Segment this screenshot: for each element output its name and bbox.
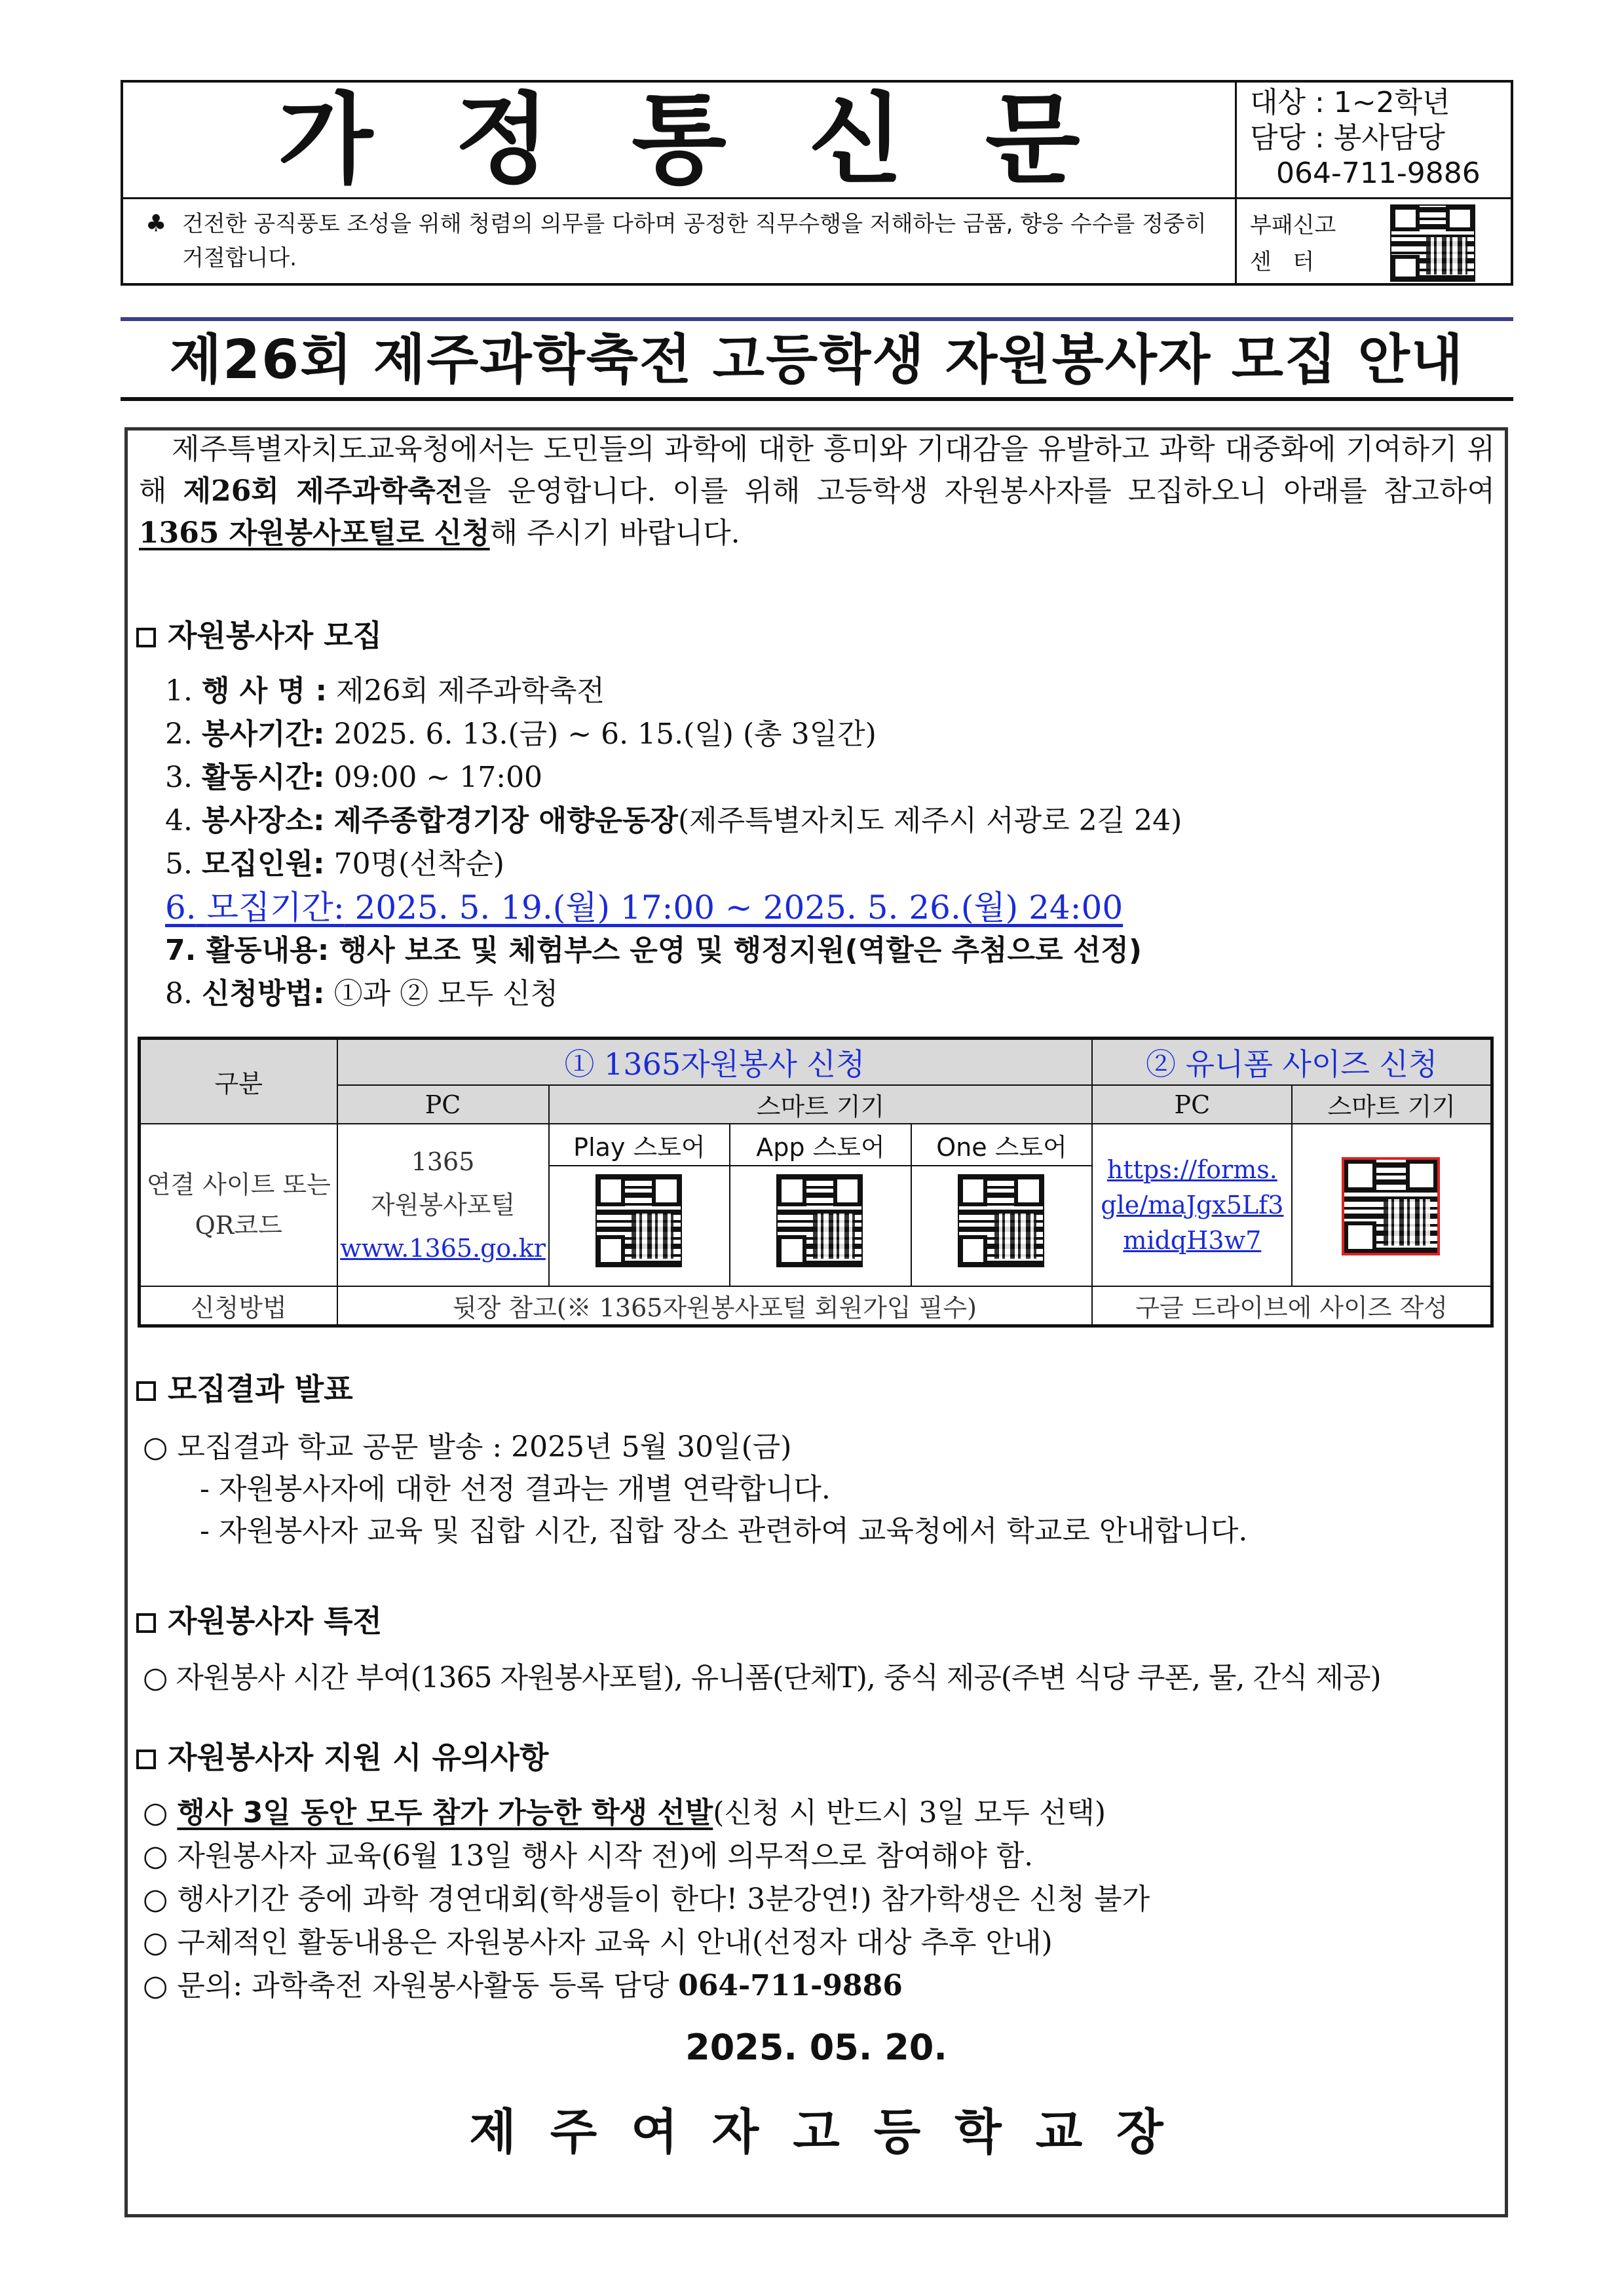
table-header-uniform: ② 유니폼 사이즈 신청 (1092, 1039, 1492, 1086)
item-activity-hours: 3. 활동시간: 09:00 ~ 17:00 (165, 761, 543, 794)
main-title: 제26회 제주과학축전 고등학생 자원봉사자 모집 안내 (169, 329, 1465, 391)
section-recruitment-title: 자원봉사자 모집 (168, 618, 383, 653)
section-recruitment-heading (136, 616, 382, 655)
item-service-period: 2. 봉사기간: 2025. 6. 13.(금) ~ 6. 15.(일) (총 3일간) (165, 718, 877, 751)
table-row-method-label: 신청방법 (140, 1286, 337, 1326)
note-5: ○ 문의: 과학축전 자원봉사활동 등록 담당 064-711-9886 (143, 1969, 903, 2002)
section-notes-heading (136, 1738, 548, 1777)
integrity-notice (123, 199, 1237, 283)
recruitment-items (165, 670, 1182, 1016)
section-results-title: 모집결과 발표 (168, 1371, 353, 1407)
phone-number: 064-711-9886 (1276, 157, 1481, 190)
report-center-label (1250, 207, 1336, 280)
integrity-notice-text: 건전한 공직풍토 조성을 위해 청렴의 의무를 다하며 공정한 직무수행을 저해하는 금품, 향응 수수를 정중히 거절합니다. (182, 211, 1207, 271)
table-subheader-smart-2: 스마트 기기 (1292, 1085, 1492, 1124)
application-table (138, 1037, 1494, 1328)
table-subheader-pc-2: PC (1092, 1085, 1292, 1124)
table-subheader-pc: PC (337, 1085, 549, 1124)
table-header-1365: ① 1365자원봉사 신청 (337, 1039, 1093, 1086)
table-cell-form-qr (1292, 1124, 1492, 1286)
notes-list (143, 1791, 1150, 2008)
item-recruit-count: 5. 모집인원: 70명(선착순) (165, 847, 504, 881)
item-event-name: 1. 행 사 명 : 제26회 제주과학축전 (165, 674, 605, 708)
form-link[interactable]: https://forms.gle/maJgx5Lf3midqH3w7 (1101, 1155, 1284, 1255)
item-service-location: 4. 봉사장소: 제주종합경기장 애향운동장(제주특별자치도 제주시 서광로 2길 24) (165, 804, 1182, 837)
play-store-qr-code[interactable] (595, 1174, 682, 1267)
table-row-link-label: 연결 사이트 또는 QR코드 (140, 1124, 337, 1286)
report-center-line1: 부패신고 (1250, 212, 1336, 239)
portal-number: 1365 (411, 1147, 475, 1176)
results-line-1: ○ 모집결과 학교 공문 발송 : 2025년 5월 30일(금) (143, 1430, 792, 1464)
portal-name: 자원봉사포털 (370, 1191, 516, 1219)
note-1: ○ 행사 3일 동안 모두 참가 가능한 학생 선발(신청 시 반드시 3일 모두 선택) (143, 1796, 1106, 1829)
header-box (121, 80, 1513, 286)
table-cell-play-qr (549, 1166, 730, 1286)
table-cell-form-url (1092, 1124, 1292, 1286)
intro-text-1: 제주특별자치도교육청에서는 도민들의 과학에 대한 흥미와 기대감을 유발하고 과학 대중화에 기여하기 위해 (139, 432, 1495, 508)
section-results-heading (136, 1369, 353, 1409)
store-one-label: One 스토어 (911, 1124, 1093, 1166)
table-row-method-1365: 뒷장 참고(※ 1365자원봉사포털 회원가입 필수) (337, 1286, 1093, 1326)
section-notes-title: 자원봉사자 지원 시 유의사항 (168, 1740, 549, 1775)
manager-line: 담당 : 봉사담당 (1250, 121, 1445, 155)
section-benefits-title: 자원봉사자 특전 (168, 1603, 383, 1639)
one-store-qr-code[interactable] (958, 1174, 1044, 1267)
store-play-label: Play 스토어 (549, 1124, 730, 1166)
title-bottom-rule (121, 397, 1513, 401)
table-cell-one-qr (911, 1166, 1093, 1286)
note-2: ○ 자원봉사자 교육(6월 13일 행사 시작 전)에 의무적으로 참여해야 함. (143, 1839, 1034, 1873)
target-line: 대상 : 1~2학년 (1250, 86, 1450, 119)
checkbox-icon (136, 1381, 156, 1401)
table-row-method-uniform: 구글 드라이브에 사이즈 작성 (1092, 1286, 1492, 1326)
report-center-line2: 센 터 (1250, 249, 1315, 275)
intro-paragraph (139, 429, 1495, 554)
intro-event-name: 제26회 제주과학축전 (183, 474, 464, 508)
club-icon: ♣ (145, 210, 167, 237)
title-top-rule (121, 317, 1513, 321)
results-line-2: - 자원봉사자에 대한 선정 결과는 개별 연락합니다. (200, 1472, 831, 1506)
store-app-label: App 스토어 (730, 1124, 911, 1166)
intro-apply-portal: 1365 자원봉사포털로 신청 (139, 516, 490, 550)
portal-link[interactable]: www.1365.go.kr (340, 1234, 546, 1263)
table-cell-app-qr (730, 1166, 911, 1286)
results-line-3: - 자원봉사자 교육 및 집합 시간, 집합 장소 관련하여 교육청에서 학교로 안내합니다. (200, 1514, 1248, 1548)
section-benefits-heading (136, 1601, 382, 1641)
issue-date: 2025. 05. 20. (685, 2027, 947, 2068)
item-recruit-period: 6. 모집기간: 2025. 5. 19.(월) 17:00 ~ 2025. 5. 26.(월) 24:00 (165, 889, 1124, 927)
note-3: ○ 행사기간 중에 과학 경연대회(학생들이 한다! 3분강연!) 참가학생은 신청 불가 (143, 1883, 1150, 1916)
benefits-line-1: ○ 자원봉사 시간 부여(1365 자원봉사포털), 유니폼(단체T), 중식 제공(주변 식당 쿠폰, 물, 간식 제공) (143, 1661, 1381, 1694)
intro-text-3: 해 주시기 바랍니다. (489, 516, 740, 550)
checkbox-icon (136, 628, 156, 647)
checkbox-icon (136, 1613, 156, 1633)
table-cell-portal (337, 1124, 549, 1286)
document-type-title: 가정통신문 (278, 83, 1162, 197)
table-subheader-smart: 스마트 기기 (549, 1085, 1093, 1124)
uniform-form-qr-code[interactable] (1342, 1157, 1440, 1255)
header-title-cell (123, 83, 1237, 199)
report-center-qr-code[interactable] (1390, 204, 1475, 282)
app-store-qr-code[interactable] (776, 1174, 863, 1267)
item-activity-content: 7. 활동내용: 행사 보조 및 체험부스 운영 및 행정지원(역할은 추첨으로 선정) (165, 934, 1142, 967)
table-header-category: 구분 (140, 1039, 337, 1124)
note-4: ○ 구체적인 활동내용은 자원봉사자 교육 시 안내(선정자 대상 추후 안내) (143, 1926, 1053, 1959)
checkbox-icon (136, 1750, 156, 1769)
header-info (1237, 83, 1511, 199)
intro-text-2: 을 운영합니다. 이를 위해 고등학생 자원봉사자를 모집하오니 아래를 참고하여 (463, 474, 1495, 508)
item-apply-method: 8. 신청방법: ①과 ② 모두 신청 (165, 977, 559, 1010)
signature-school-principal: 제주여자고등학교장 (469, 2104, 1198, 2160)
